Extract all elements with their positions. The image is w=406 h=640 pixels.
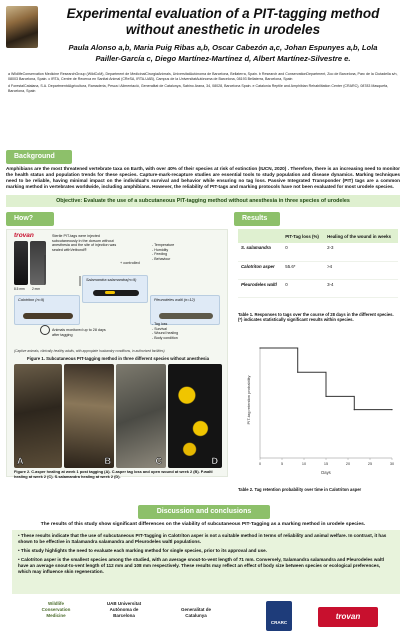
- table-cell: S. salamandra: [238, 243, 282, 261]
- table-row: [238, 279, 398, 297]
- conclusion-point: • These results indicate that the use of subcutaneous PIT-Tagging in Calotriton asper is not a suitable method in terms of reliability and animal welfare. In contrast, it has shown to be effective in Salamandra salamandra and Pleurodeles waltl populations.: [18, 533, 387, 544]
- controlled-item: - Temperature: [152, 243, 175, 247]
- conclusion-point: • This study highlights the need to evaluate each marking method for single species, prior to its approval and use.: [18, 548, 267, 553]
- monitor-item: - Tag loss: [152, 322, 168, 326]
- species-label: Pleurodeles waltl (n=12): [154, 298, 195, 302]
- table-cell: 55.6*: [282, 261, 324, 279]
- affiliations: [8, 72, 400, 94]
- authors-line-2: Pailler-García c, Diego Martínez-Martínez d, Albert Martínez-Silvestre e.: [95, 54, 351, 63]
- pit-tag-photo: [14, 241, 28, 285]
- title-line-2: without anesthetic in urodeles: [125, 22, 321, 37]
- table-cell: 2-3: [324, 243, 398, 261]
- table-cell: 0: [282, 279, 324, 297]
- retention-point: [297, 372, 298, 373]
- x-axis-label: Days: [321, 470, 331, 475]
- discussion-heading: Discussion and conclusions: [138, 505, 270, 519]
- crarc-logo: CRARC: [266, 601, 292, 631]
- species-box-calotriton: [14, 295, 80, 325]
- x-tick-label: 5: [280, 462, 284, 466]
- yellow-spot-icon: [105, 291, 115, 294]
- controlled-item: - Feeding: [152, 252, 168, 257]
- retention-series-line: [260, 348, 392, 410]
- sterile-text: Sterile PIT-tags were injected subcutaneously in the dorsum without anesthesia and the site of injection was sealed withVetbond®: [52, 234, 117, 252]
- results-heading: Results: [234, 212, 280, 226]
- objective-banner: Objective: Evaluate the use of a subcutaneous PIT-tagging method without anesthesia in three species of urodeles: [6, 195, 400, 207]
- background-heading: Background: [6, 150, 72, 164]
- scale-bottom: 2 mm: [32, 287, 40, 291]
- controlled-item: - Humidity: [152, 247, 169, 252]
- y-axis-label: PIT-tag retention probability: [246, 375, 251, 425]
- x-tick-label: 20: [345, 462, 351, 466]
- monitor-item: - Body condition: [152, 335, 178, 340]
- monitor-list: [152, 322, 178, 340]
- controlled-label: + controlled: [120, 261, 140, 265]
- x-tick-label: 10: [301, 462, 307, 466]
- x-tick-label: 0: [258, 462, 262, 466]
- title-line-1: Experimental evaluation of a PIT-tagging method: [66, 6, 380, 21]
- table-header-cell: PIT-Tag loss (%): [282, 229, 324, 243]
- authors-line-1: Paula Alonso a,b, Maria Puig Ribas a,b, Oscar Cabezón a,c, Johan Espunyes a,b, Lola: [68, 43, 378, 52]
- newt-icon: [159, 313, 213, 319]
- table-2-caption: Table 2. Tag retention probability over time in Calotriton asper: [238, 487, 362, 492]
- table-1-caption: Table 1. Responses to tags over the course of 28 days in the different species. (*) indicates statistically significant results within species.: [238, 312, 394, 323]
- species-box-pleurodeles: [150, 295, 220, 325]
- x-tick-label: 15: [323, 462, 329, 466]
- photo-c: [116, 364, 166, 468]
- husbandry-note: (Captive animals, clinically healthy adults, with appropiate husbandry conditions, in authorised facilities): [14, 349, 165, 353]
- generalitat-logo: Generalitat de Catalunya: [180, 607, 211, 618]
- photo-letter: D: [211, 456, 218, 466]
- table-header-cell: Healing of the wound in weeks: [324, 229, 398, 243]
- table-cell: 3-4: [324, 279, 398, 297]
- species-label: Calotriton (n=9): [18, 298, 45, 302]
- retention-point: [354, 409, 355, 410]
- trovan-label: trovan: [14, 232, 34, 239]
- figure-2-caption: Figure 2. C.asper healing at week 1 post tagging (A). C.asper tag loss and open wound at week 2 (B). P.waltl healing at week 2 (C). S.salamandra healing at week 2 (D).: [14, 469, 213, 479]
- background-text: Amphibians are the most threatened vertebrate taxa on Earth, with over 40% of their species at risk of extinction (IUCN, 2020) . Therefore, there is an increasing need to monitor the health status and population trends for these species. Capture-mark-recapture studies are essential tools to study population and disease dynamics. Marking techniques need to be reliable, having minimal impact on the individual's survival and behavior while ensuring no tag loss. Passive Integrated Transponder (PIT) tags are a common marking method in vertebrates worldwide, including amphibians. However, the reliability of PIT-tags and marking protocols have not been evaluated for most urodele species.: [6, 166, 400, 190]
- affiliation-2: d ForestalCatalana, S.A. DepartmentdAgricultura, Ramaderia, Pesca i Alimentació, Generalitat de Catalunya, Sabino Arana, 34, 08028, Barcelona Spain. e Catalonia Reptile and Amphibian Rehabilitation Center (CRARC), 08783 Masquefa, Barcelona, Spain: [8, 84, 389, 93]
- table-header-cell: [238, 229, 282, 243]
- conclusion-lead: The results of this study show significant differences on the viability of subcutaneous PIT-Tagging as a marking method in urodele species.: [40, 522, 366, 527]
- wildcom-logo: Wildlife Conservation Medicine: [41, 601, 71, 618]
- photo-letter: A: [17, 456, 24, 466]
- monitor-item: - Survival: [152, 326, 167, 331]
- x-tick-label: 25: [367, 462, 373, 466]
- monitoring-text: Animals monitored up to 28 days after tagging: [52, 328, 106, 337]
- photo-a: [14, 364, 62, 468]
- table-cell: 0: [282, 243, 324, 261]
- authors: [42, 42, 404, 64]
- how-heading: How?: [6, 212, 54, 226]
- photo-letter: C: [155, 456, 162, 466]
- controlled-item: - Behaviour: [152, 256, 171, 261]
- table-cell: Pleurodeles waltl: [238, 279, 282, 297]
- table-row: [238, 243, 398, 261]
- scale-top: 8.5 mm: [14, 287, 25, 291]
- uab-logo: UAB Universitat Autònoma de Barcelona: [106, 601, 142, 618]
- monitor-item: - Wound healing: [152, 331, 179, 336]
- table-row: [238, 261, 398, 279]
- species-box-salamandra: [82, 275, 148, 303]
- table-cell: Calotriton asper: [238, 261, 282, 279]
- figure-1-caption: Figure 1. Subcutaneous PIT-tagging method in three different species without anesthesia: [27, 356, 209, 361]
- species-label: Salamandra salamandra(n=9): [86, 278, 137, 282]
- x-tick-label: 30: [389, 462, 395, 466]
- poster-title: [42, 6, 404, 38]
- table-cell: >4: [324, 261, 398, 279]
- conclusion-point: • Calotriton asper is the smallest species among the studied, with an average snout-to-vent length of 71 mm. Conversely, Salamandra salamandra and Pleurodeles waltl have an average snout-to-vent length of 112 mm and 108 mm respectively. These results may reflect an effect of body size between species or ecological preferences, which may influence skin regeneration.: [18, 557, 385, 574]
- retention-point: [391, 409, 392, 410]
- results-table: [238, 229, 398, 298]
- newt-icon: [23, 313, 73, 319]
- controlled-list: [152, 243, 174, 261]
- retention-point: [325, 396, 326, 397]
- retention-chart: [238, 340, 398, 480]
- photo-d: [168, 364, 222, 468]
- photo-letter: B: [104, 456, 111, 466]
- photo-b: [64, 364, 114, 468]
- table-header-row: [238, 229, 398, 243]
- retention-point: [259, 347, 260, 348]
- conclusion-box: [12, 530, 400, 594]
- trovan-logo: trovan: [318, 607, 378, 627]
- author-photo: [6, 6, 38, 48]
- salamander-icon: [93, 290, 139, 296]
- logo-bar: [0, 597, 406, 637]
- clock-icon: [40, 325, 50, 335]
- affiliation-1: a WildlifeConservation Medicine ResearchGroup (WildCoM), Department de MedicinaiCirurgiaAnimals, UniversitatAutònoma de Barcelona, Bellaterra, Spain. b Research and ConservationDepartment, Zoo de Barcelona, Parc de la Ciutadella s/n, 08003 Barcelona, Spain. c IRTA, Centre de Recerca en Sanitat Animal (CReSA, IRTA-UAB), Campus de la UniversitatAutònoma de Barcelona, 08193 Bellaterra, Barcelona, Spain: [8, 72, 398, 81]
